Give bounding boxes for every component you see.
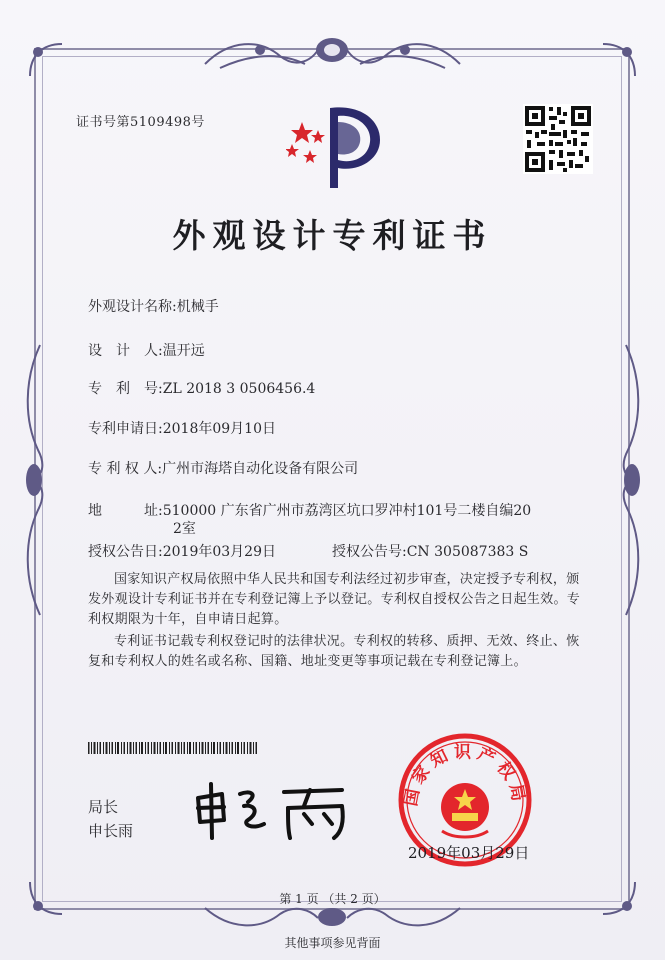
left-ornament-icon	[22, 340, 48, 620]
field-value: 温开远	[162, 343, 205, 359]
signatory-name: 申长雨	[88, 822, 134, 840]
right-ornament-icon	[618, 340, 644, 620]
handwritten-signature-icon	[192, 780, 352, 842]
field-grant-number	[332, 541, 528, 561]
field-label: 授权公告日:	[88, 544, 163, 560]
corner-ornament-icon	[599, 40, 639, 80]
field-label: 地 址:	[88, 503, 163, 519]
field-filing-date	[88, 418, 276, 438]
statement-paragraph-1: 国家知识产权局依照中华人民共和国专利法经过初步审查，决定授予专利权，颁发外观设计专利证书并在专利登记簿上予以登记。专利权自授权公告之日起生效。专利权期限为十年，自申请日起算。	[88, 572, 581, 627]
field-address-line2: 2室	[173, 521, 196, 537]
field-label: 外观设计名称:	[88, 299, 177, 315]
qr-code-icon	[523, 104, 593, 174]
field-label: 设 计 人:	[88, 343, 163, 359]
field-value: 机械手	[176, 299, 219, 315]
field-value: 2019年03月29日	[162, 544, 276, 560]
field-value: 2018年09月10日	[162, 421, 276, 437]
field-value: CN 305087383 S	[406, 544, 529, 560]
footer-note: 其他事项参见背面	[284, 936, 381, 950]
field-label: 授权公告号:	[332, 544, 407, 560]
field-design-name	[88, 296, 219, 316]
barcode-icon	[88, 742, 258, 754]
cnipa-logo-icon	[286, 100, 386, 190]
field-grant-date	[88, 541, 276, 561]
field-label: 专 利 号:	[88, 381, 163, 397]
corner-ornament-icon	[26, 40, 66, 80]
signatory-role: 局长	[88, 798, 119, 816]
field-label: 专 利 权 人:	[88, 461, 163, 477]
top-ornament-icon	[200, 34, 465, 74]
field-value: ZL 2018 3 0506456.4	[162, 381, 316, 397]
field-value: 广州市海塔自动化设备有限公司	[162, 461, 359, 477]
field-patentee	[88, 458, 358, 478]
statement-paragraph-2: 专利证书记载专利权登记时的法律状况。专利权的转移、质押、无效、终止、恢复和专利权人的姓名或名称、国籍、地址变更等事项记载在专利登记簿上。	[88, 634, 580, 669]
field-value: 510000 广东省广州市荔湾区坑口罗冲村101号二楼自编20	[162, 503, 532, 519]
seal-date: 2019年03月29日	[408, 844, 530, 862]
page-number: 第 1 页 （共 2 页）	[279, 892, 386, 906]
field-label: 专利申请日:	[88, 421, 163, 437]
seal-text: 国家知识产权局	[401, 742, 529, 808]
certificate-number: 证书号第5109498号	[76, 115, 205, 130]
certificate-title: 外观设计专利证书	[172, 216, 493, 255]
field-patent-number	[88, 378, 315, 398]
field-designer	[88, 340, 205, 360]
field-address	[88, 500, 531, 520]
